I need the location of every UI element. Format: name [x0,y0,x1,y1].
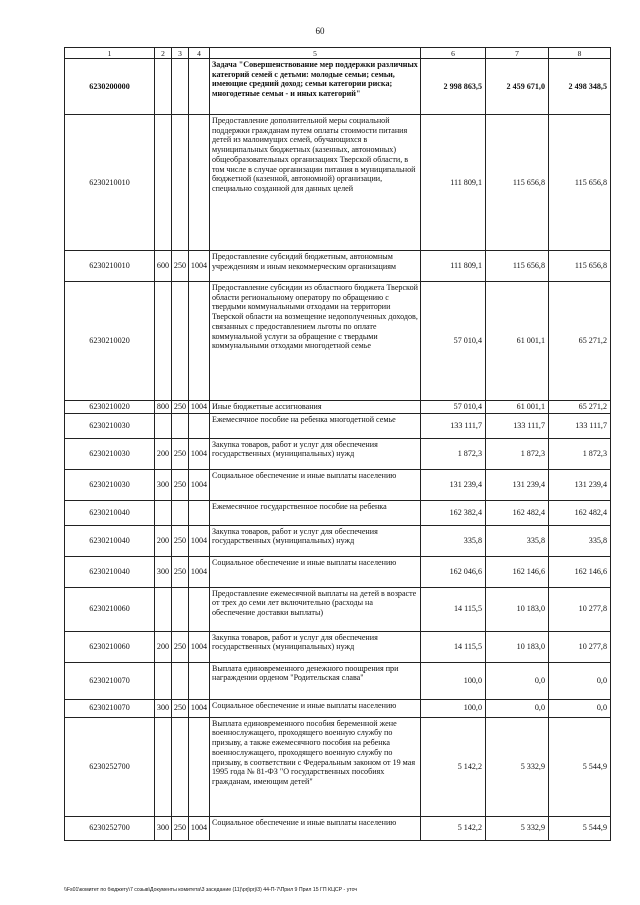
code-cell: 6230210010 [65,251,155,282]
amount-col8-cell: 1 872,3 [549,438,611,469]
subsection-cell [189,717,210,816]
amount-col7-cell: 133 111,7 [486,413,549,438]
amount-col8-cell: 162 146,6 [549,556,611,587]
code-cell: 6230210010 [65,115,155,251]
section-cell: 250 [172,438,189,469]
amount-col8-cell: 115 656,8 [549,115,611,251]
description-cell: Ежемесячное государственное пособие на ребенка [210,500,421,525]
section-cell [172,59,189,115]
amount-col6-cell: 100,0 [421,662,486,699]
subsection-cell [189,282,210,401]
code-cell: 6230210030 [65,413,155,438]
section-cell: 250 [172,556,189,587]
description-cell: Ежемесячное пособие на ребенка многодетной семье [210,413,421,438]
amount-col8-cell: 10 277,8 [549,631,611,662]
amount-col8-cell: 5 544,9 [549,816,611,840]
subsection-cell [189,413,210,438]
description-cell: Закупка товаров, работ и услуг для обеспечения государственных (муниципальных) нужд [210,525,421,556]
section-cell: 250 [172,816,189,840]
amount-col6-cell: 5 142,2 [421,816,486,840]
amount-col7-cell: 61 001,1 [486,401,549,414]
section-cell [172,500,189,525]
amount-col7-cell: 162 482,4 [486,500,549,525]
amount-col7-cell: 162 146,6 [486,556,549,587]
amount-col7-cell: 5 332,9 [486,717,549,816]
amount-col8-cell: 0,0 [549,699,611,717]
section-cell [172,717,189,816]
header-cell: 6 [421,48,486,59]
type-cell [155,59,172,115]
amount-col8-cell: 335,8 [549,525,611,556]
section-cell [172,282,189,401]
amount-col7-cell: 0,0 [486,662,549,699]
amount-col8-cell: 133 111,7 [549,413,611,438]
amount-col6-cell: 162 382,4 [421,500,486,525]
table-row [65,413,611,438]
amount-col7-cell: 61 001,1 [486,282,549,401]
amount-col7-cell: 10 183,0 [486,587,549,631]
description-cell: Задача "Совершенствование мер поддержки различных категорий семей с детьми: молодые семьи; семьи, имеющие средний доход; семьи категории риска; многодетные семьи - и иных категорий" [210,59,421,115]
section-cell: 250 [172,469,189,500]
table-row [65,59,611,115]
subsection-cell [189,59,210,115]
code-cell: 6230210030 [65,469,155,500]
subsection-cell [189,587,210,631]
code-cell: 6230210030 [65,438,155,469]
amount-col6-cell: 335,8 [421,525,486,556]
header-row [65,48,611,59]
subsection-cell: 1004 [189,401,210,414]
code-cell: 6230210060 [65,587,155,631]
table-row [65,556,611,587]
header-cell: 7 [486,48,549,59]
table-row [65,816,611,840]
amount-col6-cell: 111 809,1 [421,115,486,251]
amount-col7-cell: 0,0 [486,699,549,717]
code-cell: 6230210020 [65,282,155,401]
header-cell: 3 [172,48,189,59]
description-cell: Закупка товаров, работ и услуг для обеспечения государственных (муниципальных) нужд [210,438,421,469]
header-cell: 8 [549,48,611,59]
amount-col7-cell: 10 183,0 [486,631,549,662]
amount-col8-cell: 115 656,8 [549,251,611,282]
code-cell: 6230210070 [65,699,155,717]
amount-col6-cell: 162 046,6 [421,556,486,587]
description-cell: Социальное обеспечение и иные выплаты населению [210,556,421,587]
page-number: 60 [315,26,325,36]
table-row [65,662,611,699]
type-cell: 200 [155,631,172,662]
amount-col8-cell: 0,0 [549,662,611,699]
table-row [65,631,611,662]
type-cell: 300 [155,469,172,500]
amount-col8-cell: 65 271,2 [549,401,611,414]
type-cell [155,282,172,401]
description-cell: Предоставление субсидий бюджетным, автономным учреждениям и иным некоммерческим организациям [210,251,421,282]
type-cell [155,115,172,251]
type-cell: 300 [155,699,172,717]
section-cell [172,115,189,251]
amount-col8-cell: 131 239,4 [549,469,611,500]
description-cell: Иные бюджетные ассигнования [210,401,421,414]
type-cell: 200 [155,525,172,556]
amount-col7-cell: 115 656,8 [486,251,549,282]
type-cell [155,500,172,525]
code-cell: 6230252700 [65,717,155,816]
amount-col6-cell: 1 872,3 [421,438,486,469]
amount-col6-cell: 57 010,4 [421,282,486,401]
subsection-cell: 1004 [189,699,210,717]
code-cell: 6230210040 [65,556,155,587]
budget-table [64,47,611,841]
subsection-cell [189,500,210,525]
section-cell [172,662,189,699]
description-cell: Предоставление дополнительной меры социальной поддержки гражданам путем оплаты стоимости питания детей из малоимущих семей, обучающихся в муниципальных бюджетных (казенных, автономных) общеобразовательных организациях Тверской области, в том числе в случае организации питания в муниципальной бюджетной (казенной, автономной) организации, специально созданной для данных целей [210,115,421,251]
subsection-cell: 1004 [189,556,210,587]
code-cell: 6230210040 [65,500,155,525]
table-row [65,587,611,631]
type-cell: 300 [155,556,172,587]
description-cell: Социальное обеспечение и иные выплаты населению [210,469,421,500]
description-cell: Выплата единовременного пособия беременной жене военнослужащего, проходящего военную службу по призыву, а также ежемесячного пособия на ребенка военнослужащего, проходящего военную службу по призыву, в соответствии с Федеральным законом от 19 мая 1995 года № 81-ФЗ "О государственных пособиях гражданам, имеющим детей" [210,717,421,816]
description-cell: Социальное обеспечение и иные выплаты населению [210,699,421,717]
subsection-cell: 1004 [189,438,210,469]
code-cell: 6230200000 [65,59,155,115]
amount-col6-cell: 100,0 [421,699,486,717]
table-row [65,282,611,401]
description-cell: Предоставление субсидии из областного бюджета Тверской области региональному оператору по обращению с твердыми коммунальными отходами на территории Тверской области на возмещение недополученных доходов, связанных с предоставлением льготы по оплате коммунальной услуги за обращение с твердыми коммунальными отходами многодетной семье [210,282,421,401]
description-cell: Закупка товаров, работ и услуг для обеспечения государственных (муниципальных) нужд [210,631,421,662]
code-cell: 6230210040 [65,525,155,556]
section-cell [172,413,189,438]
section-cell: 250 [172,401,189,414]
amount-col6-cell: 5 142,2 [421,717,486,816]
amount-col7-cell: 335,8 [486,525,549,556]
table-row [65,469,611,500]
amount-col6-cell: 133 111,7 [421,413,486,438]
amount-col7-cell: 131 239,4 [486,469,549,500]
code-cell: 6230210070 [65,662,155,699]
section-cell: 250 [172,631,189,662]
amount-col7-cell: 2 459 671,0 [486,59,549,115]
amount-col6-cell: 111 809,1 [421,251,486,282]
table-row [65,500,611,525]
type-cell: 200 [155,438,172,469]
description-cell: Предоставление ежемесячной выплаты на детей в возрасте от трех до семи лет включительно (расходы на обеспечение доставки выплаты) [210,587,421,631]
subsection-cell: 1004 [189,525,210,556]
table-row [65,438,611,469]
type-cell: 600 [155,251,172,282]
header-cell: 1 [65,48,155,59]
description-cell: Выплата единовременного денежного поощрения при награждении орденом "Родительская слава" [210,662,421,699]
section-cell: 250 [172,525,189,556]
amount-col7-cell: 1 872,3 [486,438,549,469]
type-cell: 300 [155,816,172,840]
header-cell: 5 [210,48,421,59]
type-cell [155,717,172,816]
amount-col8-cell: 5 544,9 [549,717,611,816]
amount-col6-cell: 2 998 863,5 [421,59,486,115]
type-cell [155,587,172,631]
subsection-cell: 1004 [189,816,210,840]
type-cell [155,413,172,438]
header-cell: 2 [155,48,172,59]
amount-col6-cell: 131 239,4 [421,469,486,500]
table-row [65,699,611,717]
subsection-cell: 1004 [189,251,210,282]
subsection-cell [189,115,210,251]
table-body [65,59,611,841]
table-row [65,401,611,414]
amount-col7-cell: 115 656,8 [486,115,549,251]
header-cell: 4 [189,48,210,59]
amount-col8-cell: 10 277,8 [549,587,611,631]
amount-col8-cell: 162 482,4 [549,500,611,525]
table-row [65,717,611,816]
amount-col7-cell: 5 332,9 [486,816,549,840]
section-cell: 250 [172,699,189,717]
amount-col6-cell: 14 115,5 [421,631,486,662]
amount-col6-cell: 14 115,5 [421,587,486,631]
table-row [65,251,611,282]
section-cell [172,587,189,631]
description-cell: Социальное обеспечение и иные выплаты населению [210,816,421,840]
code-cell: 6230210060 [65,631,155,662]
subsection-cell: 1004 [189,469,210,500]
subsection-cell: 1004 [189,631,210,662]
section-cell: 250 [172,251,189,282]
code-cell: 6230210020 [65,401,155,414]
footer-file-path: \\Fs01\комитет по бюджету\7 созыв\Документы комитета\3 заседание (11)\prj\prj\3) 44-П-7\Прил 9 Прил 15 ГП КЦСР - уточ [64,887,358,893]
type-cell: 800 [155,401,172,414]
amount-col6-cell: 57 010,4 [421,401,486,414]
table-row [65,525,611,556]
amount-col8-cell: 2 498 348,5 [549,59,611,115]
type-cell [155,662,172,699]
code-cell: 6230252700 [65,816,155,840]
table-row [65,115,611,251]
amount-col8-cell: 65 271,2 [549,282,611,401]
subsection-cell [189,662,210,699]
